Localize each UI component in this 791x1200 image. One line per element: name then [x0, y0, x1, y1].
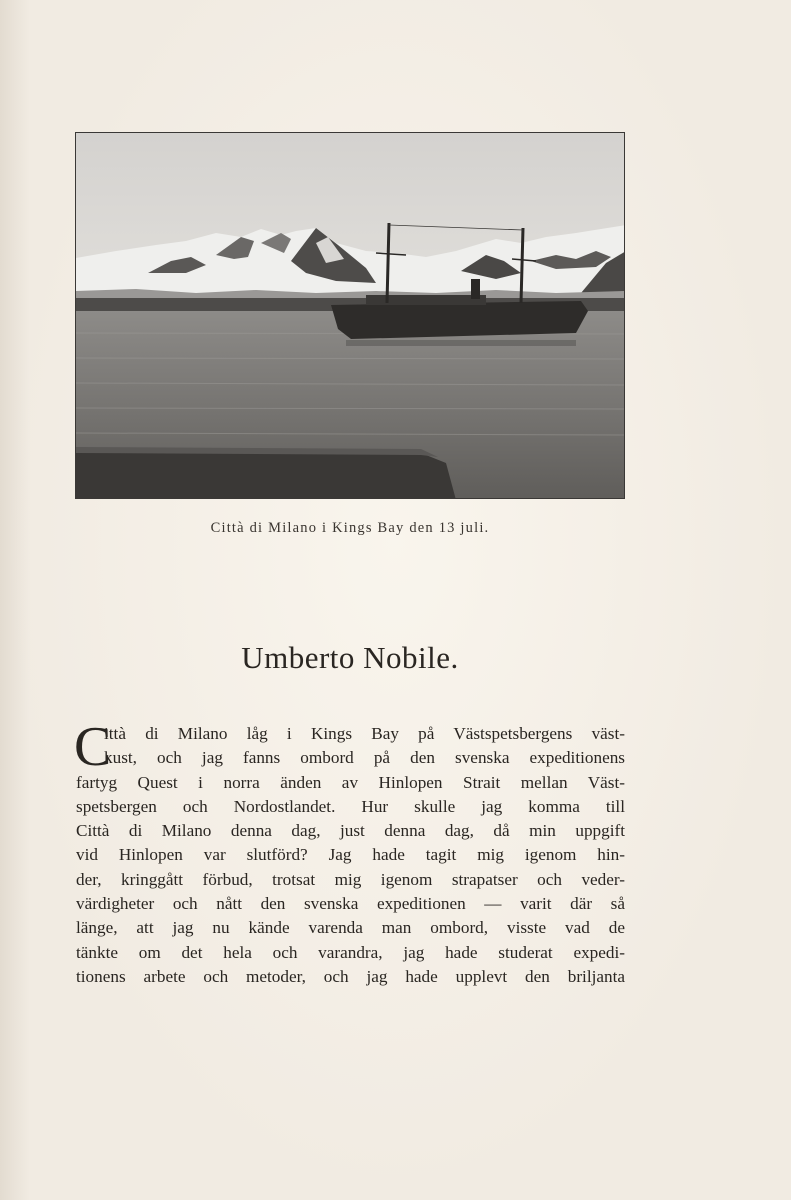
text-line: fartyg Quest i norra änden av Hinlopen Strait mellan Väst-: [76, 772, 625, 792]
text-line: länge, att jag nu kände varenda man ombord, visste vad de: [76, 918, 625, 938]
text-line: vid Hinlopen var slutförd? Jag hade tagit mig igenom hin-: [76, 845, 625, 865]
ship-photo: [75, 132, 625, 499]
drop-cap: C: [74, 716, 112, 778]
opening-lines: [74, 716, 625, 778]
chapter-title: Umberto Nobile.: [241, 640, 459, 675]
text-line: tänkte om det hela och varandra, jag hade studerat expedi-: [76, 942, 625, 962]
photo-caption: Città di Milano i Kings Bay den 13 juli.: [210, 520, 490, 536]
text-line: ittà di Milano låg i Kings Bay på Västspetsbergens väst-: [104, 724, 625, 743]
text-line: tionens arbete och metoder, och jag hade upplevt den briljanta: [76, 966, 625, 986]
ship-photo-image: [76, 133, 625, 499]
text-line: Città di Milano denna dag, just denna dag, då min uppgift: [76, 821, 625, 841]
text-line: der, kringgått förbud, trotsat mig igenom strapatser och veder-: [76, 869, 625, 889]
text-line: värdigheter och nått den svenska expeditionen — varit där så: [76, 894, 625, 914]
body-paragraph: [74, 716, 625, 989]
text-line: kust, och jag fanns ombord på den svenska expeditionens: [104, 748, 625, 768]
text-line: spetsbergen och Nordostlandet. Hur skulle jag komma till: [76, 796, 625, 816]
